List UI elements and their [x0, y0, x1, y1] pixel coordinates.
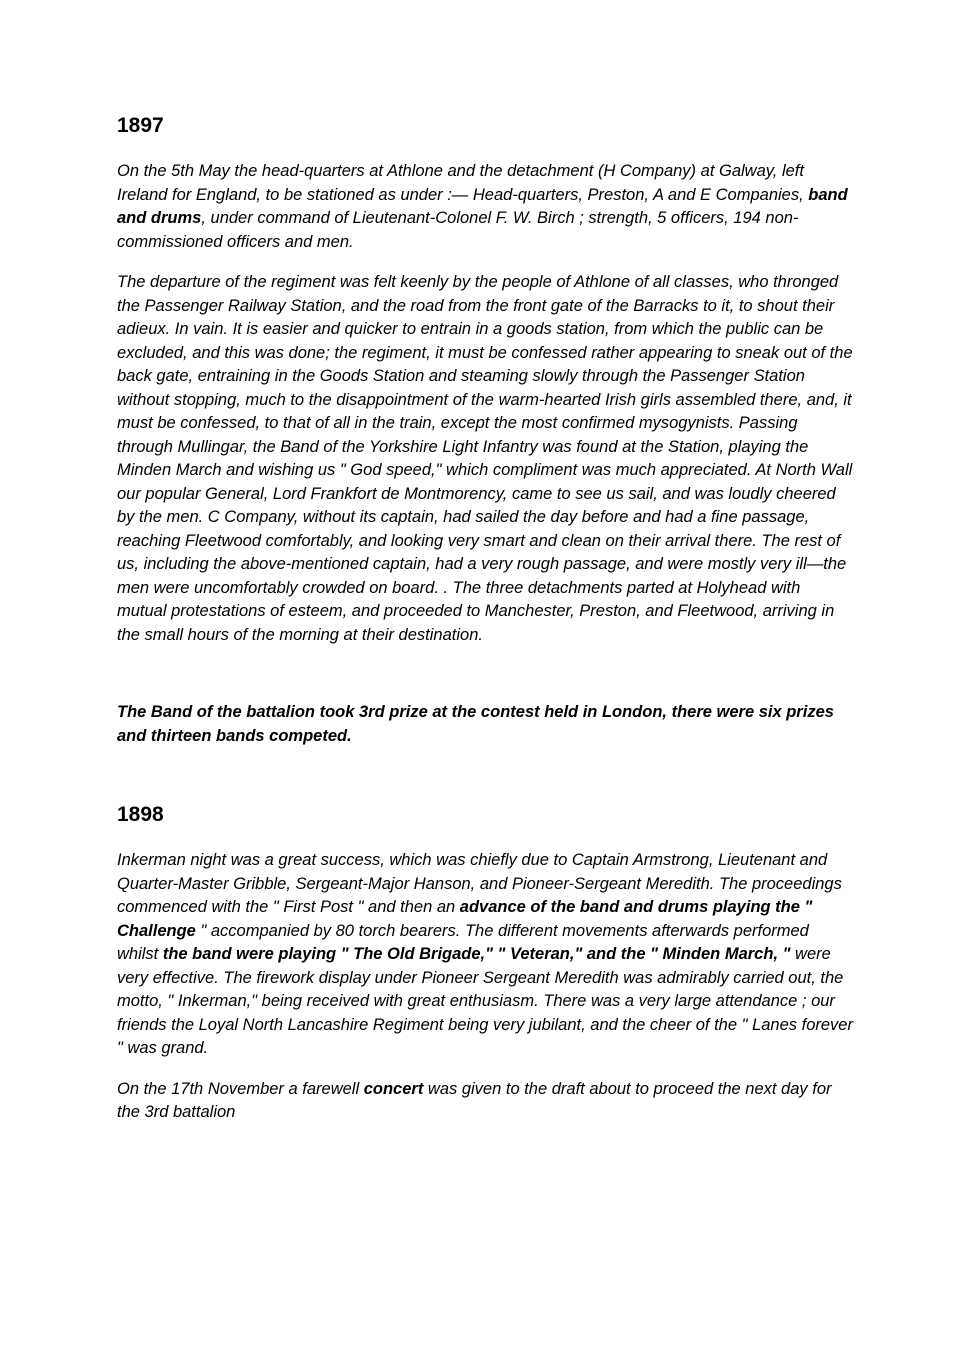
- paragraph-1898-farewell-concert: [117, 1078, 853, 1125]
- text-run: The departure of the regiment was felt keenly by the people of Athlone of all classes, who thronged the Passenger Railway Station, and the road from the front gate of the Barracks to it, to shout their adieux. In vain. It is easier and quicker to entrain in a goods station, from which the public can be excluded, and this was done; the regiment, it must be confessed rather appearing to sneak out of the back gate, entraining in the Goods Station and steaming slowly through the Passenger Station without stopping, much to the disappointment of the warm-hearted Irish girls assembled there, and, it must be confessed, to that of all in the train, except the most confirmed mysogynists. Passing through Mullingar, the Band of the Yorkshire Light Infantry was found at the Station, playing the Minden March and wishing us " God speed," which compliment was much appreciated. At North Wall our popular General, Lord Frankfort de Montmorency, came to see us sail, and was loudly cheered by the men. C Company, without its captain, had sailed the day before and had a fine passage, reaching Fleetwood comfortably, and looking very smart and clean on their arrival there. The rest of us, including the above-mentioned captain, had a very rough passage, and were mostly very ill—the men were uncomfortably crowded on board. . The three detachments parted at Holyhead with mutual protestations of esteem, and proceeded to Manchester, Preston, and Fleetwood, arriving in the small hours of the morning at their destination.: [117, 273, 853, 644]
- bold-text-run: band and drums: [117, 185, 848, 227]
- paragraph-1898-inkerman-night: [117, 849, 853, 1061]
- bold-text-run: the band were playing " The Old Brigade," " Veteran," and the " Minden March, ": [162, 945, 791, 963]
- text-run: was given to the draft about to proceed the next day for the 3rd battalion: [117, 1079, 832, 1121]
- section-heading-1898: 1898: [117, 803, 164, 826]
- text-run: " accompanied by 80 torch bearers. The different movements afterwards performed whilst: [117, 921, 809, 963]
- bold-text-run: The Band of the battalion took 3rd prize at the contest held in London, there were six prizes and thirteen bands competed.: [117, 703, 834, 745]
- paragraph-band-contest-prize: [117, 701, 853, 748]
- bold-text-run: advance of the band and drums playing the " Challenge: [117, 898, 813, 940]
- text-run: Inkerman night was a great success, which was chiefly due to Captain Armstrong, Lieutenant and Quarter-Master Gribble, Sergeant-Major Hanson, and Pioneer-Sergeant Meredith. The proceedings commenced with the " First Post " and then an: [117, 851, 842, 916]
- text-run: On the 5th May the head-quarters at Athlone and the detachment (H Company) at Galway, left Ireland for England, to be stationed as under :— Head-quarters, Preston, A and E Companies,: [117, 162, 809, 204]
- text-run: were very effective. The firework display under Pioneer Sergeant Meredith was admirably carried out, the motto, " Inkerman," being received with great enthusiasm. There was a very large attendance ; our friends the Loyal North Lancashire Regiment being very jubilant, and the cheer of the " Lanes forever " was grand.: [117, 945, 853, 1057]
- paragraph-1897-move-to-england: [117, 160, 853, 254]
- paragraph-1897-departure: [117, 271, 853, 647]
- text-run: , under command of Lieutenant-Colonel F. W. Birch ; strength, 5 officers, 194 non-commissioned officers and men.: [117, 209, 799, 251]
- bold-text-run: concert: [363, 1079, 424, 1098]
- text-run: On the 17th November a farewell: [117, 1079, 364, 1098]
- section-heading-1897: 1897: [117, 114, 164, 137]
